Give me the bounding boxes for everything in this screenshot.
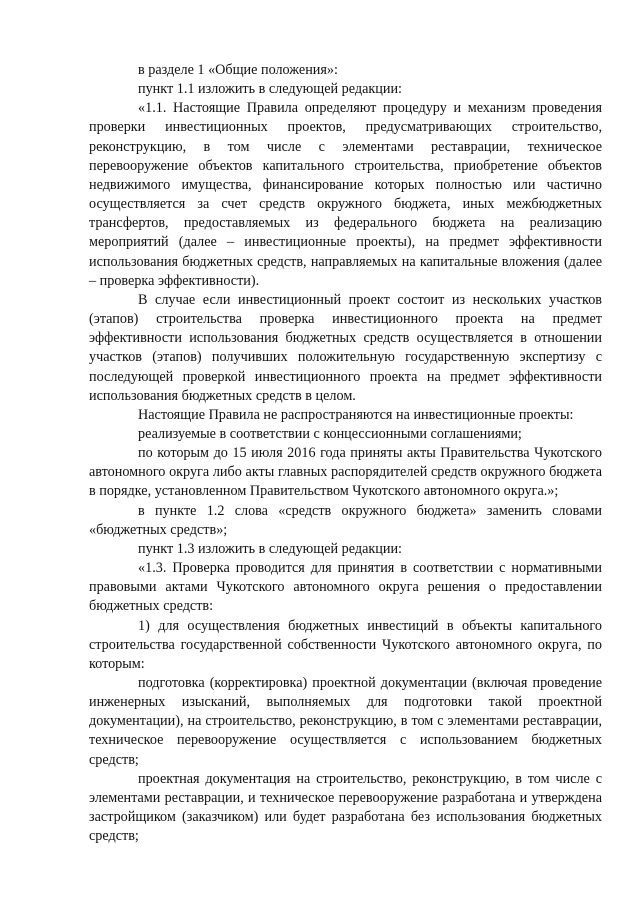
paragraph-point-1-3-intro: пункт 1.3 изложить в следующей редакции: xyxy=(138,540,402,557)
paragraph-point-1-1-intro: пункт 1.1 изложить в следующей редакции: xyxy=(138,81,402,98)
document-body xyxy=(89,61,602,846)
paragraph-point-1-2: в пункте 1.2 слова «средств окружного бюджета» заменить словами «бюджетных средств»; xyxy=(89,502,602,538)
paragraph-design-approved: проектная документация на строительство, реконструкцию, в том числе с элементами реставрации, и техническое перевооружение разработана и утверждена застройщиком (заказчиком) или будет разработана без использования бюджетных средств; xyxy=(89,770,602,845)
paragraph-item-1: 1) для осуществления бюджетных инвестиций в объекты капитального строительства государственной собственности Чукотского автономного округа, по которым: xyxy=(89,617,602,672)
paragraph-exclusions: Настоящие Правила не распространяются на инвестиционные проекты: xyxy=(138,406,574,423)
paragraph-section-1: в разделе 1 «Общие положения»: xyxy=(138,62,338,78)
paragraph-design-preparation: подготовка (корректировка) проектной документации (включая проведение инженерных изысканий, выполняемых для подготовки такой проектной документации), на строительство, реконструкцию, в том с элементами реставрации, техническое перевооружение осуществляется с использованием бюджетных средств; xyxy=(89,675,602,768)
paragraph-concession: реализуемые в соответствии с концессионными соглашениями; xyxy=(138,425,522,442)
paragraph-stages: В случае если инвестиционный проект состоит из нескольких участков (этапов) строительства проверка инвестиционного проекта на предмет эффективности использования бюджетных средств осуществляется в отношении участков (этапов) получивших положительную государственную экспертизу с последующей проверкой инвестиционного проекта на предмет эффективности использования бюджетных средств в целом. xyxy=(89,291,602,404)
paragraph-point-1-3-text: «1.3. Проверка проводится для принятия в соответствии с нормативными правовыми актами Чукотского автономного округа решения о предоставлении бюджетных средств: xyxy=(89,560,602,615)
paragraph-point-1-1-text: «1.1. Настоящие Правила определяют процедуру и механизм проведения проверки инвестиционных проектов, предусматривающих строительство, реконструкцию, в том числе с элементами реставрации, техническое перевооружение объектов капитального строительства, приобретение объектов недвижимого имущества, финансирование которых полностью или частично осуществляется за счет средств окружного бюджета, иных межбюджетных трансфертов, предоставляемых из федерального бюджета на реализацию мероприятий (далее – инвестиционные проекты), на предмет эффективности использования бюджетных средств, направляемых на капитальные вложения (далее – проверка эффективности). xyxy=(89,100,602,289)
paragraph-july-2016: по которым до 15 июля 2016 года приняты акты Правительства Чукотского автономного округа либо акты главных распорядителей средств окружного бюджета в порядке, установленном Правительством Чукотского автономного округа.»; xyxy=(89,445,602,500)
